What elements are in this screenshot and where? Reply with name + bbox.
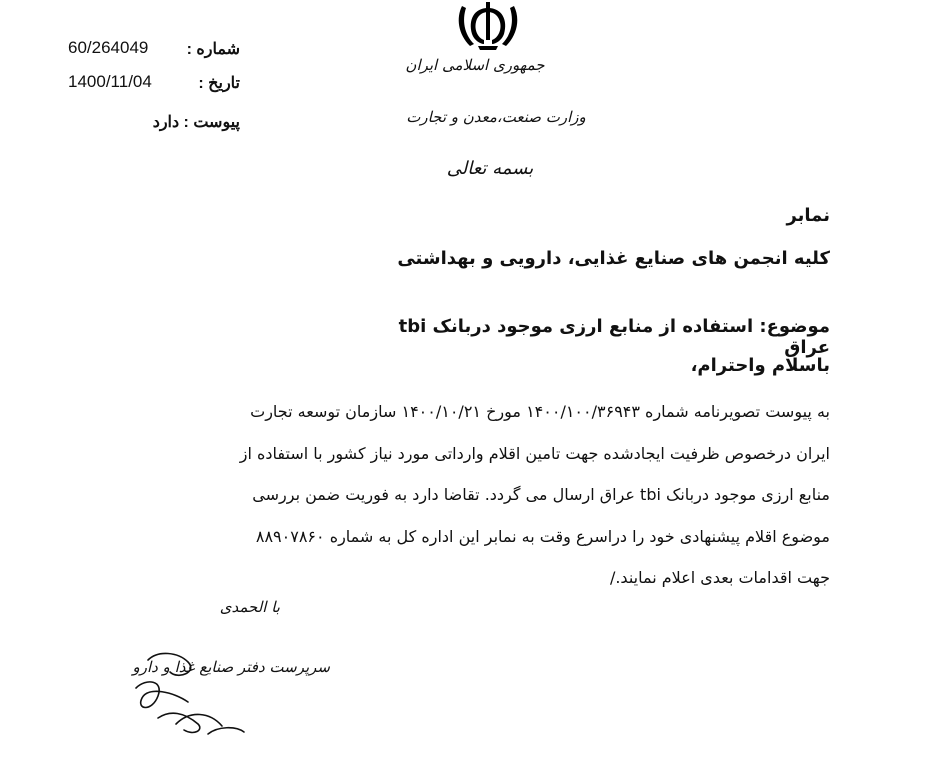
letterhead-ministry: وزارت صنعت،معدن و تجارت xyxy=(406,108,586,126)
number-label: شماره : xyxy=(186,41,240,58)
emblem-icon xyxy=(452,0,524,52)
body-line: جهت اقدامات بعدی اعلام نمایند./ xyxy=(609,568,830,587)
body-line: موضوع اقلام پیشنهادی خود را دراسرع وقت به نمابر این اداره کل به شماره ۸۸۹۰۷۸۶۰ xyxy=(255,526,830,546)
body-paragraph xyxy=(112,391,830,599)
letterhead-invocation: بسمه تعالی xyxy=(446,158,534,179)
letterhead-country: جمهوری اسلامی ایران xyxy=(405,56,545,74)
date-row xyxy=(60,72,240,98)
attachment-label: پیوست : دارد xyxy=(152,114,240,131)
signature-closing: با الحمدی xyxy=(219,598,280,616)
signature-title: سرپرست دفتر صنایع غذا و دارو xyxy=(132,658,330,676)
body-line: به پیوست تصویرنامه شماره ۱۴۰۰/۱۰۰/۳۶۹۴۳ مورخ ۱۴۰۰/۱۰/۲۱ سازمان توسعه تجارت xyxy=(250,402,830,421)
number-value: 60/264049 xyxy=(68,38,149,57)
date-label: تاریخ : xyxy=(198,75,240,92)
greeting-line: باسلام واحترام، xyxy=(690,355,830,376)
date-value: 1400/11/04 xyxy=(68,72,152,91)
body-line: منابع ارزی موجود دربانک tbi عراق ارسال می گردد. تقاضا دارد به فوریت ضمن بررسی xyxy=(252,485,830,504)
signature-scribble xyxy=(118,640,318,740)
subject-line: موضوع: استفاده از منابع ارزی موجود دربانک tbi عراق xyxy=(398,316,830,358)
body-line: ایران درخصوص ظرفیت ایجادشده جهت تامین اقلام وارداتی مورد نیاز کشور با استفاده از xyxy=(239,443,830,463)
recipient-line: کلیه انجمن های صنایع غذایی، دارویی و بهداشتی xyxy=(397,248,830,269)
number-row xyxy=(60,38,240,64)
document-type: نمابر xyxy=(786,205,830,226)
